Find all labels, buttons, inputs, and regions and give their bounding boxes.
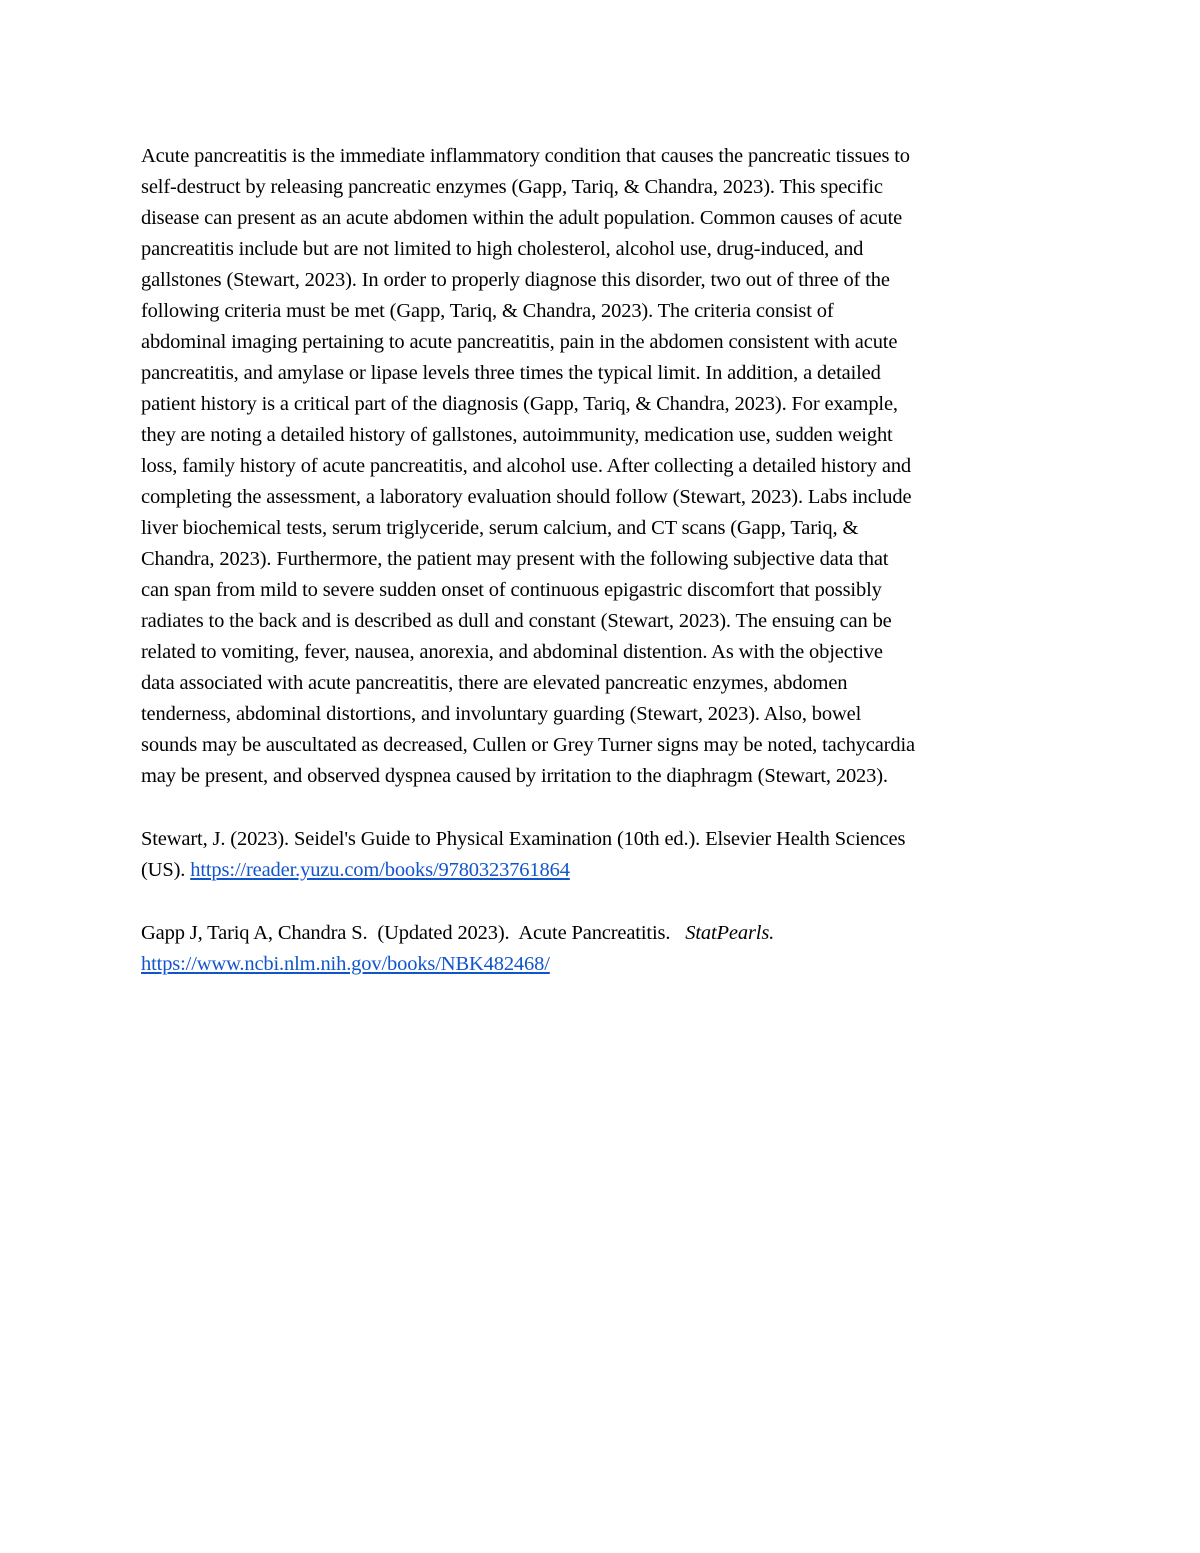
body-line: related to vomiting, fever, nausea, anorexia, and abdominal distention. As with the objective [141, 641, 883, 663]
journal-title: StatPearls. [685, 922, 775, 944]
body-line: Acute pancreatitis is the immediate inflammatory condition that causes the pancreatic tissues to [141, 145, 910, 167]
body-line: sounds may be auscultated as decreased, Cullen or Grey Turner signs may be noted, tachycardia [141, 734, 915, 756]
body-line: can span from mild to severe sudden onset of continuous epigastric discomfort that possibly [141, 579, 882, 601]
body-line: data associated with acute pancreatitis, there are elevated pancreatic enzymes, abdomen [141, 672, 848, 694]
reference-line: Stewart, J. (2023). Seidel's Guide to Physical Examination (10th ed.). Elsevier Health Sciences [141, 828, 906, 850]
body-line: gallstones (Stewart, 2023). In order to properly diagnose this disorder, two out of three of the [141, 269, 890, 291]
reference-line [141, 918, 1056, 949]
body-line: tenderness, abdominal distortions, and involuntary guarding (Stewart, 2023). Also, bowel [141, 703, 862, 725]
body-line: self-destruct by releasing pancreatic enzymes (Gapp, Tariq, & Chandra, 2023). This specific [141, 176, 883, 198]
reference-line [141, 949, 1056, 980]
document-content [141, 141, 1056, 980]
body-line: pancreatitis include but are not limited to high cholesterol, alcohol use, drug-induced, and [141, 238, 864, 260]
body-paragraph [141, 141, 1056, 792]
reference-link-ncbi[interactable]: https://www.ncbi.nlm.nih.gov/books/NBK482468/ [141, 953, 550, 975]
reference-link-yuzu[interactable]: https://reader.yuzu.com/books/9780323761864 [190, 859, 570, 881]
body-line: radiates to the back and is described as dull and constant (Stewart, 2023). The ensuing can be [141, 610, 892, 632]
body-line: they are noting a detailed history of gallstones, autoimmunity, medication use, sudden weight [141, 424, 893, 446]
body-line: liver biochemical tests, serum triglyceride, serum calcium, and CT scans (Gapp, Tariq, & [141, 517, 859, 539]
body-line: completing the assessment, a laboratory evaluation should follow (Stewart, 2023). Labs include [141, 486, 912, 508]
reference-line [141, 855, 1056, 886]
body-line: may be present, and observed dyspnea caused by irritation to the diaphragm (Stewart, 2023). [141, 765, 888, 787]
body-line: loss, family history of acute pancreatitis, and alcohol use. After collecting a detailed history and [141, 455, 912, 477]
body-line: pancreatitis, and amylase or lipase levels three times the typical limit. In addition, a detailed [141, 362, 881, 384]
body-line: following criteria must be met (Gapp, Tariq, & Chandra, 2023). The criteria consist of [141, 300, 834, 322]
reference-text: Gapp J, Tariq A, Chandra S. (Updated 2023). Acute Pancreatitis. [141, 922, 686, 944]
body-line: disease can present as an acute abdomen within the adult population. Common causes of acute [141, 207, 903, 229]
reference-stewart [141, 824, 1056, 886]
body-line: abdominal imaging pertaining to acute pancreatitis, pain in the abdomen consistent with acute [141, 331, 898, 353]
reference-gapp [141, 918, 1056, 980]
body-line: patient history is a critical part of the diagnosis (Gapp, Tariq, & Chandra, 2023). For example, [141, 393, 898, 415]
body-line: Chandra, 2023). Furthermore, the patient may present with the following subjective data that [141, 548, 889, 570]
reference-text: (US). [141, 859, 191, 881]
